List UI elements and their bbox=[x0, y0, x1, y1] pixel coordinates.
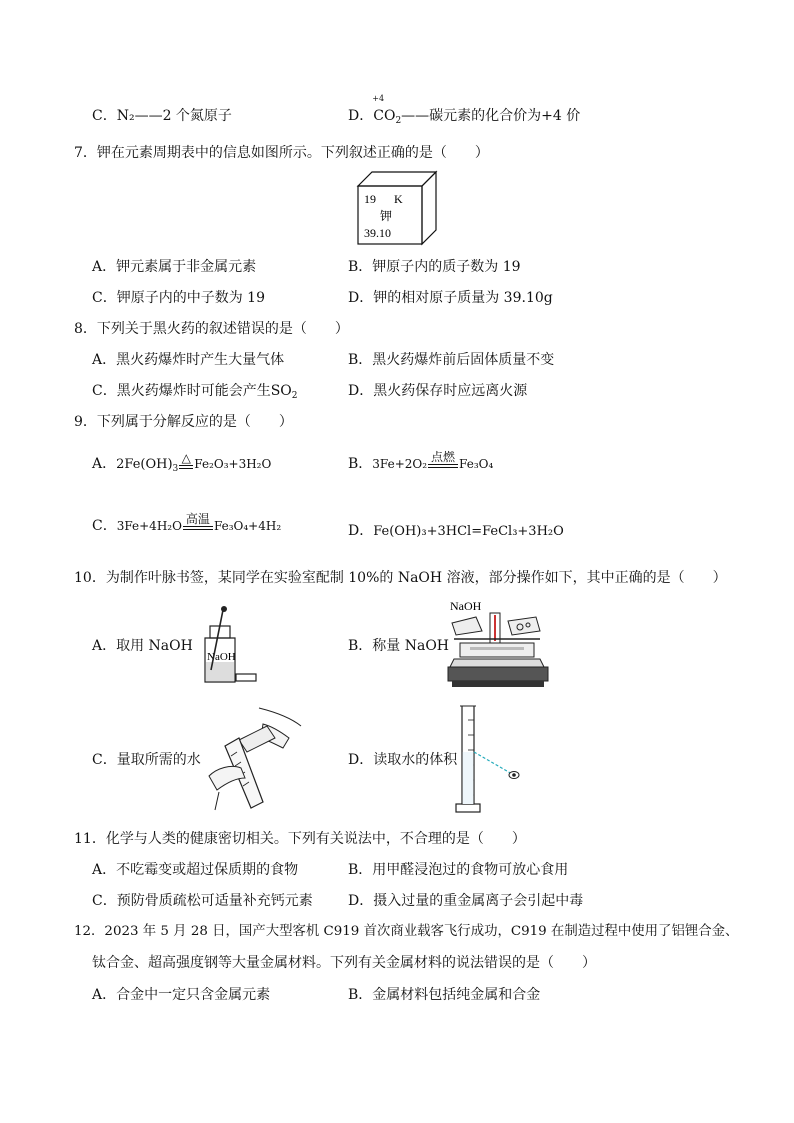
q9-c-letter: C． bbox=[92, 518, 117, 534]
q12-option-b: B．金属材料包括纯金属和合金 bbox=[348, 987, 541, 1003]
q9-option-a bbox=[92, 450, 272, 475]
q10-option-b: B．称量 NaOH bbox=[348, 638, 450, 654]
q7-option-b: B．钾原子内的质子数为 19 bbox=[348, 259, 521, 275]
q9-a-letter: A． bbox=[92, 456, 117, 472]
q6-option-d-rest: ——碳元素的化合价为+4 价 bbox=[401, 108, 581, 124]
graduated-cylinder-figure bbox=[452, 700, 532, 818]
q11-option-c: C．预防骨质疏松可适量补充钙元素 bbox=[92, 893, 313, 909]
q6-option-d-letter: D． bbox=[348, 108, 374, 124]
q9-c-condition: 高温 bbox=[185, 511, 210, 526]
tile-mass: 39.10 bbox=[364, 226, 391, 240]
q9-c-left: 3Fe+4H₂O bbox=[116, 519, 182, 533]
q9-b-right: Fe₃O₄ bbox=[459, 457, 494, 471]
tile-name: 钾 bbox=[380, 209, 393, 223]
q6-option-d-formula: CO bbox=[373, 108, 396, 124]
q7-option-d: D．钾的相对原子质量为 39.10g bbox=[348, 290, 553, 306]
q8-stem: 8．下列关于黑火药的叙述错误的是（ ） bbox=[74, 321, 349, 337]
q8-option-c-text: C．黑火药爆炸时可能会产生SO bbox=[92, 383, 292, 399]
potassium-element-tile bbox=[356, 170, 440, 246]
q9-option-d bbox=[348, 521, 564, 542]
bottle-label: NaOH bbox=[207, 651, 236, 663]
q9-option-b bbox=[348, 449, 494, 474]
tile-atomic-number: 19 bbox=[364, 192, 376, 206]
q8-option-c bbox=[92, 381, 298, 401]
q12-stem-line2: 钛合金、超高强度钢等大量金属材料。下列有关金属材料的说法错误的是（ ） bbox=[92, 955, 596, 971]
q8-option-c-sub: 2 bbox=[291, 391, 298, 401]
q10-option-a: A．取用 NaOH bbox=[92, 638, 193, 654]
q8-option-d: D．黑火药保存时应远离火源 bbox=[348, 383, 528, 399]
q9-option-c bbox=[92, 511, 282, 536]
reagent-bottle-figure bbox=[193, 604, 263, 686]
q9-a-condition: △ bbox=[181, 450, 191, 465]
q10-stem: 10．为制作叶脉书签，某同学在实验室配制 10%的 NaOH 溶液，部分操作如下，其中正确的是（ ） bbox=[74, 570, 727, 586]
q9-b-condition: 点燃 bbox=[431, 449, 456, 464]
balance-figure bbox=[446, 597, 550, 691]
tile-symbol: K bbox=[394, 192, 403, 206]
q8-option-a: A．黑火药爆炸时产生大量气体 bbox=[92, 352, 285, 368]
q6-option-d-valence: +4 bbox=[372, 94, 385, 103]
q7-option-c: C．钾原子内的中子数为 19 bbox=[92, 290, 265, 306]
q9-c-right: Fe₃O₄+4H₂ bbox=[213, 519, 282, 533]
pouring-water-figure bbox=[205, 704, 305, 812]
q7-option-a: A．钾元素属于非金属元素 bbox=[92, 259, 257, 275]
q9-a-left: 2Fe(OH) bbox=[116, 457, 173, 472]
q12-option-a: A．合金中一定只含金属元素 bbox=[92, 987, 271, 1003]
q11-option-d: D．摄入过量的重金属离子会引起中毒 bbox=[348, 893, 584, 909]
q7-stem: 7．钾在元素周期表中的信息如图所示。下列叙述正确的是（ ） bbox=[74, 145, 489, 161]
q11-option-a: A．不吃霉变或超过保质期的食物 bbox=[92, 862, 299, 878]
q8-option-b: B．黑火药爆炸前后固体质量不变 bbox=[348, 352, 555, 368]
q9-stem: 9．下列属于分解反应的是（ ） bbox=[74, 414, 293, 430]
q11-stem: 11．化学与人类的健康密切相关。下列有关说法中，不合理的是（ ） bbox=[74, 831, 526, 847]
q9-d-equation: Fe(OH)₃+3HCl=FeCl₃+3H₂O bbox=[373, 524, 564, 539]
q10-option-c: C．量取所需的水 bbox=[92, 752, 201, 768]
q6-option-c: C．N₂——2 个氮原子 bbox=[92, 108, 232, 124]
q9-d-letter: D． bbox=[348, 523, 374, 539]
q6-option-d bbox=[348, 94, 581, 126]
balance-label: NaOH bbox=[450, 599, 482, 613]
q9-b-left: 3Fe+2O₂ bbox=[372, 457, 428, 471]
q9-a-right: Fe₂O₃+3H₂O bbox=[194, 457, 272, 471]
q9-b-letter: B． bbox=[348, 456, 373, 472]
q6-option-d-sub: 2 bbox=[395, 116, 402, 126]
q9-a-left-sub: 3 bbox=[172, 464, 179, 474]
q11-option-b: B．用甲醛浸泡过的食物可放心食用 bbox=[348, 862, 569, 878]
q12-stem-line1: 12．2023 年 5 月 28 日，国产大型客机 C919 首次商业载客飞行成功，C919 在制造过程中使用了铝锂合金、 bbox=[74, 924, 739, 939]
q10-option-d: D．读取水的体积 bbox=[348, 752, 458, 768]
